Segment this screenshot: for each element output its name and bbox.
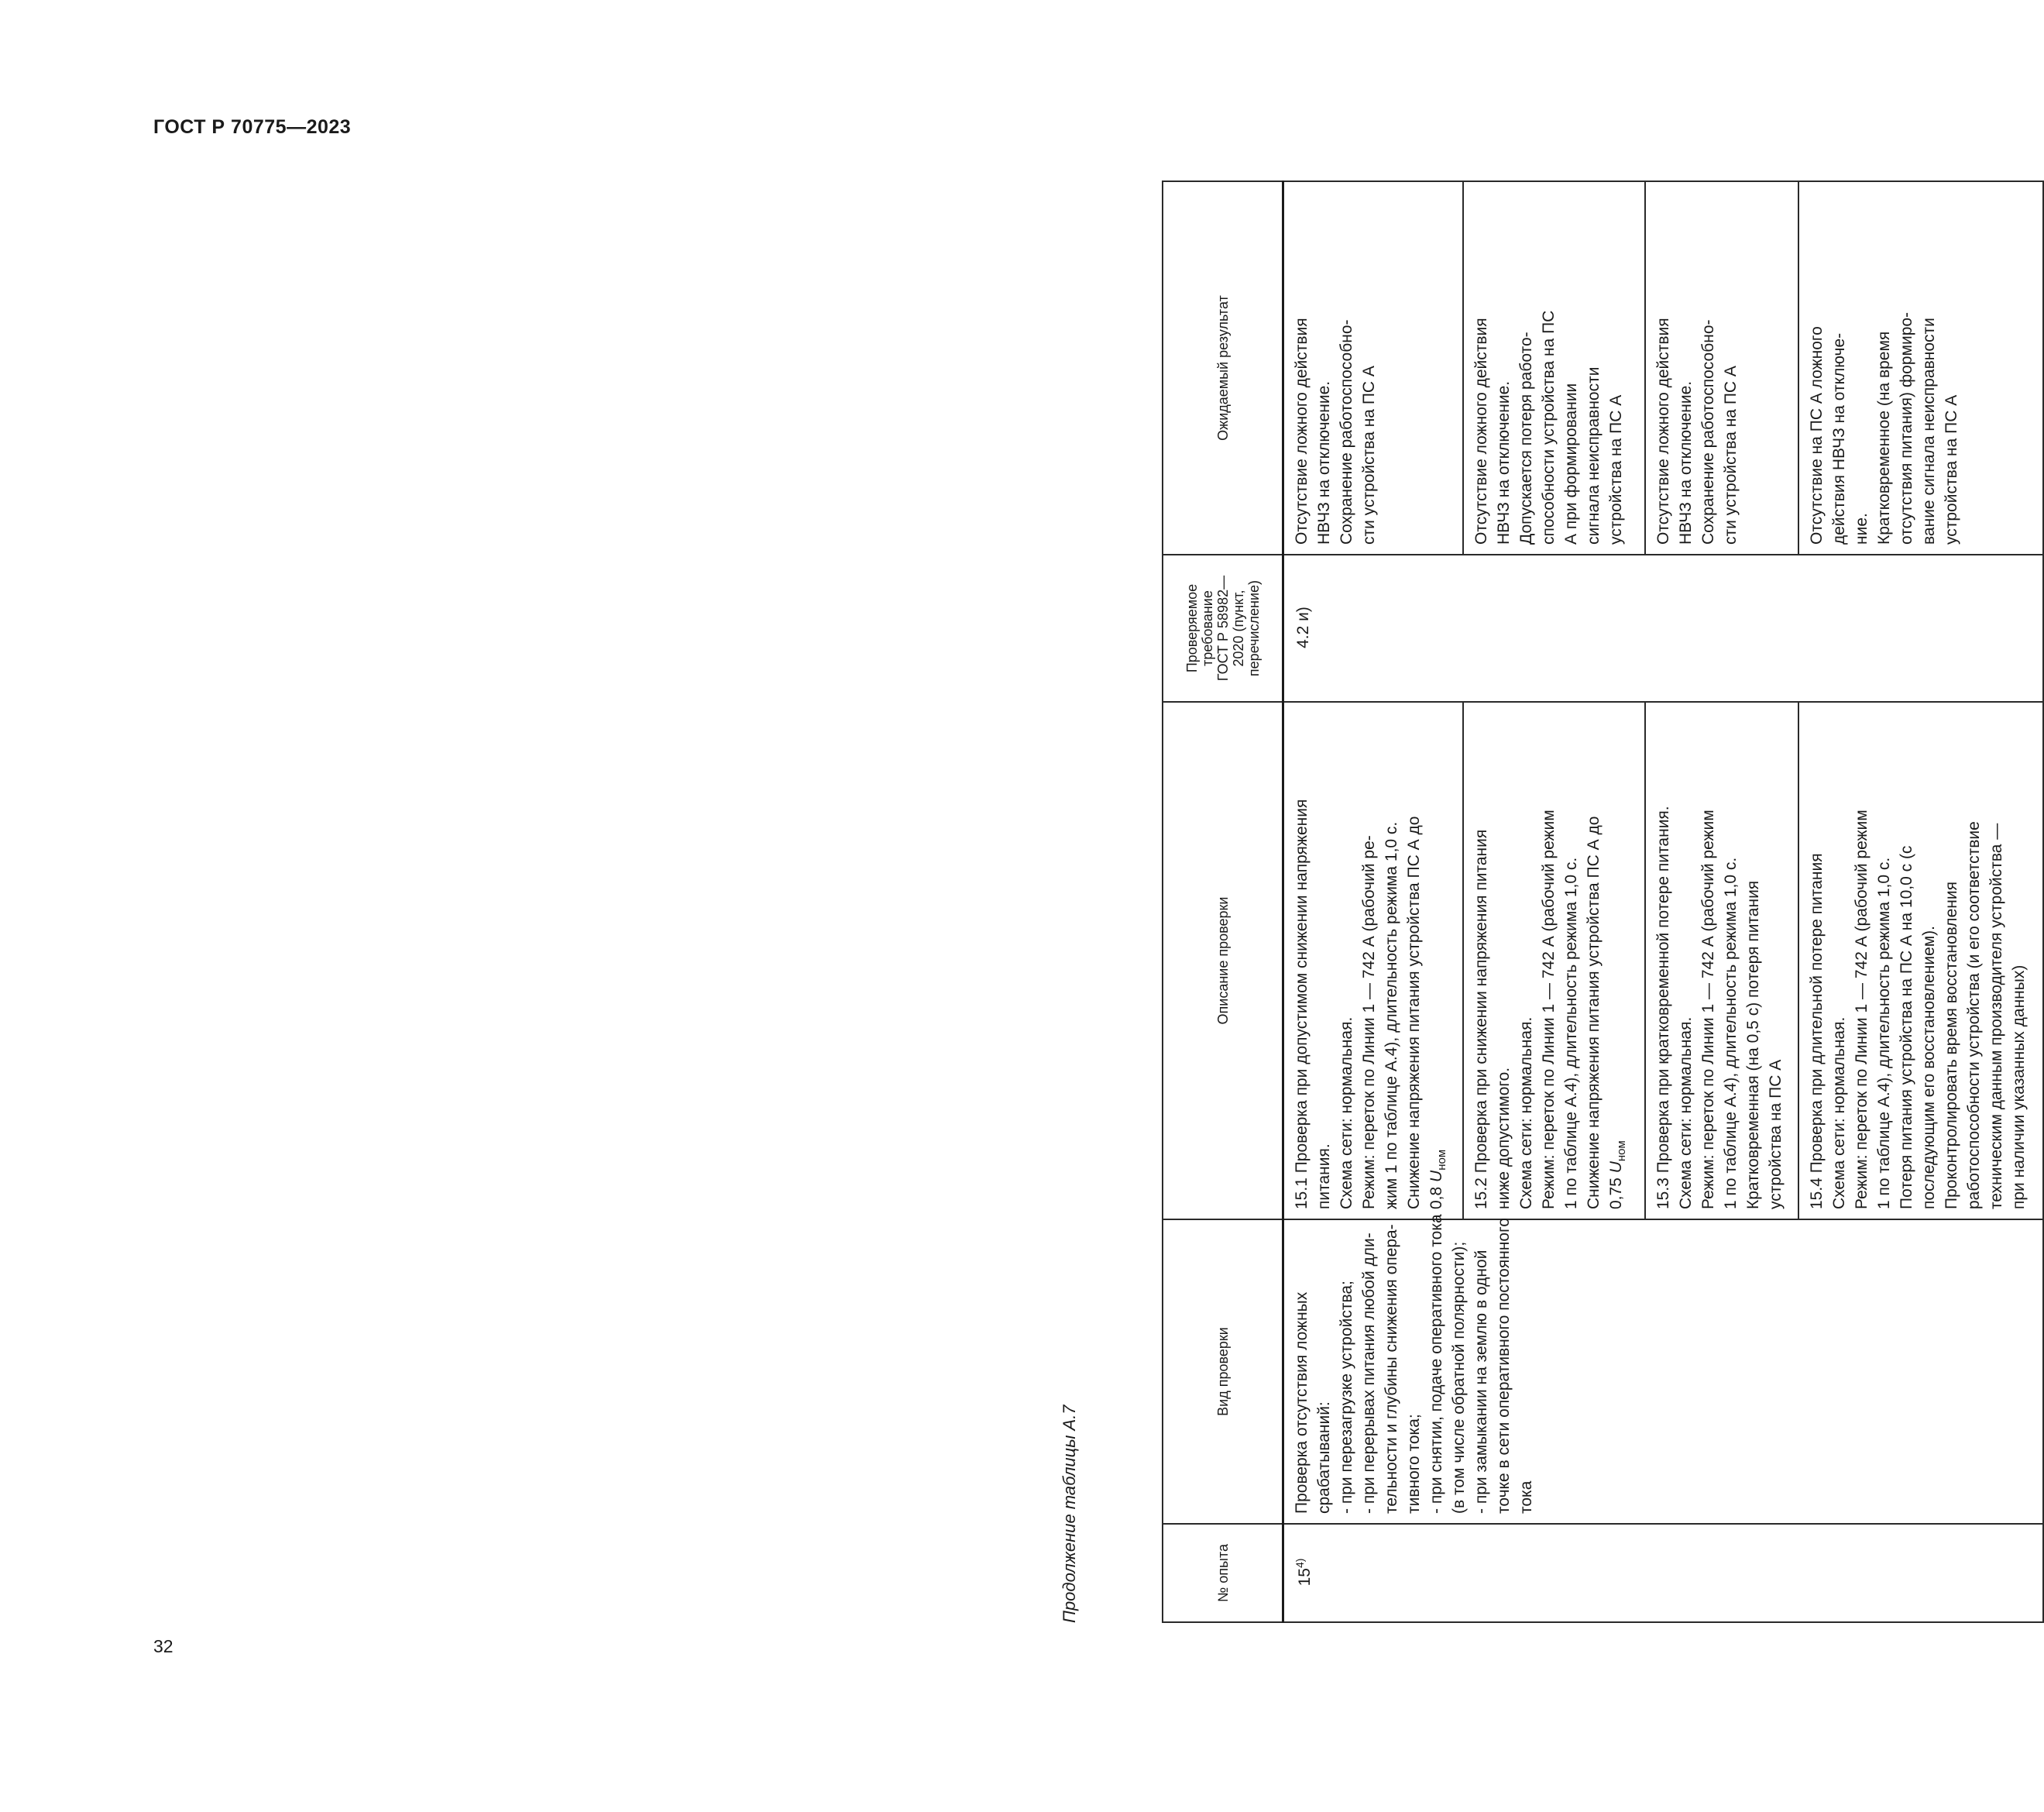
- check-type-line: тельности и глубины снижения опера-: [1383, 1224, 1400, 1514]
- voltage-subscript: ном: [1435, 1149, 1449, 1171]
- description-line: 15.4 Проверка при длительной потере питания: [1807, 853, 1826, 1209]
- result-line: Кратковременное (на время: [1874, 331, 1893, 545]
- result-cell: [1645, 181, 1798, 555]
- description-line: жим 1 по таблице А.4), длительность режима 1,0 с.: [1383, 821, 1400, 1209]
- col-header-number: № опыта: [1163, 1524, 1283, 1622]
- result-line: НВЧЗ на отключение.: [1494, 380, 1513, 545]
- result-line: устройства на ПС А: [1606, 394, 1625, 545]
- result-line: Отсутствие ложного действия: [1472, 318, 1490, 545]
- description-cell: [1798, 702, 2043, 1219]
- check-type-line: срабатываний:: [1315, 1401, 1333, 1514]
- requirement-cell: 4.2 и): [1283, 555, 2043, 702]
- req-header-line: 2020 (пункт,: [1230, 590, 1246, 667]
- table-header-row: [1163, 181, 1283, 1622]
- description-line: Потеря питания устройства на ПС А на 10,0 с (с: [1897, 845, 1915, 1209]
- description-line: Кратковременная (на 0,5 с) потеря питания: [1743, 880, 1762, 1209]
- result-line: устройства на ПС А: [1942, 394, 1960, 545]
- description-line: техническим данным производителя устройства —: [1987, 823, 2005, 1209]
- description-line: при наличии указанных данных): [2009, 964, 2028, 1209]
- result-line: Отсутствие ложного действия: [1293, 318, 1311, 545]
- result-cell: [1463, 181, 1645, 555]
- description-line-value: [1605, 710, 1627, 1209]
- check-type-line: тока: [1517, 1480, 1535, 1514]
- description-cell: [1283, 702, 1463, 1219]
- result-line: НВЧЗ на отключение.: [1676, 380, 1695, 545]
- result-line: Сохранение работоспособно-: [1338, 319, 1355, 545]
- voltage-symbol: U: [1606, 1161, 1625, 1174]
- description-line: Снижение напряжения питания устройства ПС А до: [1405, 816, 1423, 1209]
- check-type-line: - при снятии, подаче оперативного тока: [1427, 1214, 1445, 1514]
- description-line: Режим: переток по Линии 1 — 742 А (рабочий режим: [1539, 810, 1558, 1209]
- check-type-line: точке в сети оперативного постоянного: [1495, 1218, 1513, 1514]
- check-type-line: - при замыкании на землю в одной: [1472, 1250, 1490, 1514]
- check-type-cell: [1283, 1214, 2043, 1524]
- result-line: Отсутствие ложного действия: [1654, 318, 1672, 545]
- description-line: Режим: переток по Линии 1 — 742 А (рабочий ре-: [1360, 835, 1378, 1209]
- result-line: ние.: [1852, 513, 1871, 545]
- result-line: сти устройства на ПС А: [1721, 366, 1740, 545]
- check-type-line: - при перезагрузке устройства;: [1338, 1281, 1355, 1514]
- value-prefix: 0,8: [1427, 1181, 1445, 1209]
- description-line: Схема сети: нормальная.: [1829, 1016, 1848, 1209]
- table-caption: Продолжение таблицы А.7: [1060, 1405, 1079, 1623]
- rotated-table-area: [1060, 182, 2028, 1623]
- test-table: [1162, 181, 2044, 1623]
- description-line: 1 по таблице А.4), длительность режима 1,0 с.: [1874, 857, 1893, 1209]
- req-header-line: Проверяемое: [1183, 583, 1200, 673]
- req-header-line: перечисление): [1245, 579, 1262, 677]
- col-header-description: Описание проверки: [1163, 702, 1283, 1219]
- page-number: 32: [153, 1636, 173, 1656]
- description-line: Режим: переток по Линии 1 — 742 А (рабочий режим: [1852, 810, 1871, 1209]
- check-type-line: (в том числе обратной полярности);: [1450, 1241, 1468, 1514]
- description-line: Схема сети: нормальная.: [1517, 1016, 1535, 1209]
- result-line: сигнала неисправности: [1584, 366, 1603, 545]
- value-prefix: 0,75: [1606, 1173, 1625, 1209]
- result-cell: [1283, 181, 1463, 555]
- req-header-line: требование: [1199, 590, 1215, 666]
- experiment-number: 15: [1296, 1568, 1314, 1587]
- description-line: Схема сети: нормальная.: [1338, 1016, 1355, 1209]
- check-type-line: тивного тока;: [1405, 1414, 1423, 1514]
- description-cell: [1645, 702, 1798, 1219]
- result-line: Отсутствие на ПС А ложного: [1807, 326, 1826, 545]
- description-line: Режим: переток по Линии 1 — 742 А (рабочий режим: [1699, 810, 1717, 1209]
- result-line: Допускается потеря работо-: [1517, 332, 1535, 545]
- col-header-requirement: [1163, 555, 1283, 702]
- description-line: устройства на ПС А: [1766, 1059, 1785, 1209]
- check-type-line: Проверка отсутствия ложных: [1293, 1291, 1311, 1514]
- experiment-number-cell: [1283, 1524, 2043, 1622]
- description-line: 1 по таблице А.4), длительность режима 1,0 с.: [1721, 857, 1740, 1209]
- standard-header: ГОСТ Р 70775—2023: [153, 116, 352, 138]
- description-line: питания.: [1315, 1143, 1333, 1209]
- result-line: вание сигнала неисправности: [1919, 318, 1938, 545]
- description-line: Проконтролировать время восстановления: [1942, 882, 1960, 1209]
- description-line: 15.2 Проверка при снижении напряжения питания: [1472, 829, 1490, 1209]
- result-line: сти устройства на ПС А: [1360, 366, 1378, 545]
- result-line: отсутствия питания) формиро-: [1897, 311, 1915, 545]
- result-line: А при формировании: [1561, 383, 1580, 545]
- result-line: НВЧЗ на отключение.: [1315, 380, 1333, 545]
- result-line: Сохранение работоспособно-: [1699, 319, 1717, 545]
- col-header-result: Ожидаемый результат: [1163, 181, 1283, 555]
- description-line: 1 по таблице А.4), длительность режима 1,0 с.: [1561, 857, 1580, 1209]
- description-line: 15.3 Проверка при кратковременной потере питания.: [1654, 806, 1672, 1209]
- description-line: последующим его восстановлением).: [1919, 925, 1938, 1209]
- description-line: работоспособности устройства (и его соответствие: [1964, 821, 1983, 1209]
- result-cell: [1798, 181, 2043, 555]
- result-line: способности устройства на ПС: [1539, 310, 1558, 545]
- description-line: Схема сети: нормальная.: [1676, 1016, 1695, 1209]
- voltage-subscript: ном: [1614, 1140, 1628, 1162]
- result-line: действия НВЧЗ на отключе-: [1829, 332, 1848, 545]
- description-cell: [1463, 702, 1645, 1219]
- col-header-type: Вид проверки: [1163, 1219, 1283, 1524]
- description-line-value: [1425, 710, 1448, 1209]
- check-type-line: - при перерывах питания любой дли-: [1360, 1233, 1378, 1514]
- req-header-line: ГОСТ Р 58982—: [1214, 575, 1231, 682]
- description-line: 15.1 Проверка при допустимом снижении напряжения: [1293, 799, 1311, 1209]
- description-line: Снижение напряжения питания устройства ПС А до: [1584, 816, 1603, 1209]
- voltage-symbol: U: [1427, 1170, 1445, 1182]
- description-line: ниже допустимого.: [1494, 1067, 1513, 1209]
- footnote-mark: 4): [1293, 1558, 1306, 1569]
- table-row: [1283, 181, 1463, 1622]
